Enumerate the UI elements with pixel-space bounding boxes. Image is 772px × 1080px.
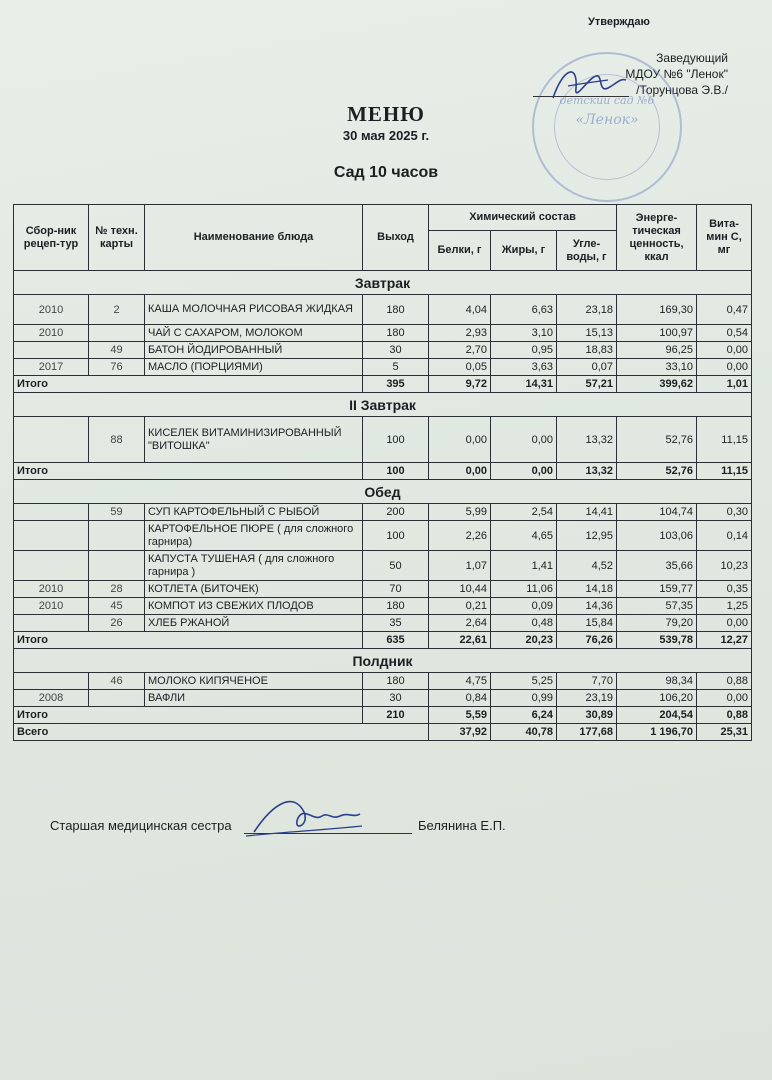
- cell-carb: 15,84: [557, 615, 617, 632]
- cell-dish-name: КАША МОЛОЧНАЯ РИСОВАЯ ЖИДКАЯ: [145, 295, 363, 325]
- subtotal-label: Итого: [14, 376, 363, 393]
- cell-collection: 2010: [14, 295, 89, 325]
- grand-total-protein: 37,92: [429, 724, 491, 741]
- subtotal-carb: 13,32: [557, 463, 617, 480]
- cell-fat: 0,99: [491, 690, 557, 707]
- subtotal-label: Итого: [14, 707, 363, 724]
- table-row: [14, 417, 752, 463]
- cell-vitamin: 11,15: [697, 417, 752, 463]
- cell-card: 76: [89, 359, 145, 376]
- cell-vitamin: 0,30: [697, 504, 752, 521]
- cell-protein: 4,04: [429, 295, 491, 325]
- cell-protein: 2,93: [429, 325, 491, 342]
- cell-energy: 79,20: [617, 615, 697, 632]
- subtotal-energy: 539,78: [617, 632, 697, 649]
- cell-fat: 0,48: [491, 615, 557, 632]
- cell-card: [89, 690, 145, 707]
- cell-fat: 6,63: [491, 295, 557, 325]
- menu-subtitle: Сад 10 часов: [333, 164, 439, 181]
- cell-vitamin: 0,14: [697, 521, 752, 551]
- cell-collection: 2010: [14, 325, 89, 342]
- subtotal-vitamin: 1,01: [697, 376, 752, 393]
- table-row: [14, 690, 752, 707]
- table-row: [14, 342, 752, 359]
- cell-carb: 12,95: [557, 521, 617, 551]
- menu-table-body: [14, 271, 752, 741]
- cell-protein: 4,75: [429, 673, 491, 690]
- cell-dish-name: КОТЛЕТА (БИТОЧЕК): [145, 581, 363, 598]
- cell-protein: 1,07: [429, 551, 491, 581]
- cell-card: 2: [89, 295, 145, 325]
- col-header-protein: Белки, г: [429, 231, 491, 271]
- cell-collection: [14, 673, 89, 690]
- cell-dish-name: БАТОН ЙОДИРОВАННЫЙ: [145, 342, 363, 359]
- cell-dish-name: ХЛЕБ РЖАНОЙ: [145, 615, 363, 632]
- footer-role: Старшая медицинская сестра: [50, 818, 232, 833]
- subtotal-fat: 0,00: [491, 463, 557, 480]
- subtotal-protein: 9,72: [429, 376, 491, 393]
- cell-yield: 70: [363, 581, 429, 598]
- cell-card: 46: [89, 673, 145, 690]
- subtotal-energy: 204,54: [617, 707, 697, 724]
- cell-fat: 4,65: [491, 521, 557, 551]
- cell-dish-name: СУП КАРТОФЕЛЬНЫЙ С РЫБОЙ: [145, 504, 363, 521]
- cell-carb: 0,07: [557, 359, 617, 376]
- cell-carb: 18,83: [557, 342, 617, 359]
- cell-carb: 14,18: [557, 581, 617, 598]
- grand-total-label: Всего: [14, 724, 429, 741]
- subtotal-yield: 635: [363, 632, 429, 649]
- table-row: [14, 295, 752, 325]
- cell-energy: 33,10: [617, 359, 697, 376]
- cell-vitamin: 0,47: [697, 295, 752, 325]
- cell-yield: 100: [363, 417, 429, 463]
- cell-dish-name: ВАФЛИ: [145, 690, 363, 707]
- cell-collection: [14, 342, 89, 359]
- subtotal-row: [14, 463, 752, 480]
- cell-vitamin: 0,35: [697, 581, 752, 598]
- approver-org: МДОУ №6 "Ленок": [625, 67, 728, 81]
- cell-carb: 23,18: [557, 295, 617, 325]
- table-row: [14, 521, 752, 551]
- cell-yield: 180: [363, 295, 429, 325]
- subtotal-yield: 210: [363, 707, 429, 724]
- approve-label: Утверждаю: [588, 16, 650, 28]
- subtotal-vitamin: 12,27: [697, 632, 752, 649]
- cell-collection: [14, 417, 89, 463]
- cell-vitamin: 0,54: [697, 325, 752, 342]
- cell-carb: 23,19: [557, 690, 617, 707]
- cell-yield: 5: [363, 359, 429, 376]
- subtotal-row: [14, 707, 752, 724]
- subtotal-fat: 14,31: [491, 376, 557, 393]
- subtotal-yield: 395: [363, 376, 429, 393]
- cell-fat: 1,41: [491, 551, 557, 581]
- table-row: [14, 581, 752, 598]
- cell-energy: 96,25: [617, 342, 697, 359]
- cell-vitamin: 0,88: [697, 673, 752, 690]
- cell-dish-name: КИСЕЛЕК ВИТАМИНИЗИРОВАННЫЙ "ВИТОШКА": [145, 417, 363, 463]
- cell-protein: 10,44: [429, 581, 491, 598]
- approver-signature: [548, 58, 628, 108]
- cell-dish-name: МАСЛО (ПОРЦИЯМИ): [145, 359, 363, 376]
- section-title: Завтрак: [14, 271, 752, 295]
- table-row: [14, 504, 752, 521]
- subtotal-label: Итого: [14, 632, 363, 649]
- cell-card: 28: [89, 581, 145, 598]
- section-header-row: [14, 649, 752, 673]
- col-header-collection: Сбор-ник рецеп-тур: [14, 205, 89, 271]
- table-row: [14, 551, 752, 581]
- section-header-row: [14, 271, 752, 295]
- cell-energy: 57,35: [617, 598, 697, 615]
- cell-dish-name: МОЛОКО КИПЯЧЕНОЕ: [145, 673, 363, 690]
- cell-protein: 2,26: [429, 521, 491, 551]
- subtotal-label: Итого: [14, 463, 363, 480]
- section-title: Полдник: [14, 649, 752, 673]
- col-header-energy: Энерге-тическая ценность, ккал: [617, 205, 697, 271]
- cell-carb: 13,32: [557, 417, 617, 463]
- subtotal-protein: 0,00: [429, 463, 491, 480]
- cell-carb: 14,36: [557, 598, 617, 615]
- cell-dish-name: КАПУСТА ТУШЕНАЯ ( для сложного гарнира ): [145, 551, 363, 581]
- cell-carb: 7,70: [557, 673, 617, 690]
- grand-total-fat: 40,78: [491, 724, 557, 741]
- subtotal-carb: 30,89: [557, 707, 617, 724]
- grand-total-carb: 177,68: [557, 724, 617, 741]
- cell-protein: 0,00: [429, 417, 491, 463]
- col-header-fat: Жиры, г: [491, 231, 557, 271]
- cell-energy: 169,30: [617, 295, 697, 325]
- grand-total-vitamin: 25,31: [697, 724, 752, 741]
- cell-protein: 2,64: [429, 615, 491, 632]
- cell-card: [89, 521, 145, 551]
- cell-yield: 30: [363, 690, 429, 707]
- subtotal-energy: 52,76: [617, 463, 697, 480]
- cell-card: 59: [89, 504, 145, 521]
- cell-vitamin: 1,25: [697, 598, 752, 615]
- table-row: [14, 673, 752, 690]
- cell-energy: 100,97: [617, 325, 697, 342]
- col-header-yield: Выход: [363, 205, 429, 271]
- cell-collection: 2010: [14, 598, 89, 615]
- cell-collection: [14, 615, 89, 632]
- cell-yield: 50: [363, 551, 429, 581]
- page-title: МЕНЮ: [347, 102, 425, 126]
- menu-date: 30 мая 2025 г.: [342, 128, 430, 143]
- section-title: II Завтрак: [14, 393, 752, 417]
- cell-vitamin: 0,00: [697, 359, 752, 376]
- col-header-name: Наименование блюда: [145, 205, 363, 271]
- subtotal-energy: 399,62: [617, 376, 697, 393]
- subtotal-vitamin: 11,15: [697, 463, 752, 480]
- cell-collection: 2008: [14, 690, 89, 707]
- cell-protein: 0,05: [429, 359, 491, 376]
- cell-collection: [14, 551, 89, 581]
- cell-fat: 3,63: [491, 359, 557, 376]
- cell-yield: 30: [363, 342, 429, 359]
- cell-card: 26: [89, 615, 145, 632]
- cell-dish-name: КОМПОТ ИЗ СВЕЖИХ ПЛОДОВ: [145, 598, 363, 615]
- approver-name: /Торунцова Э.В./: [636, 83, 728, 97]
- subtotal-protein: 5,59: [429, 707, 491, 724]
- col-header-carb: Угле-воды, г: [557, 231, 617, 271]
- cell-yield: 35: [363, 615, 429, 632]
- cell-energy: 103,06: [617, 521, 697, 551]
- stamp-text-line2: «Ленок»: [575, 112, 639, 128]
- cell-protein: 0,84: [429, 690, 491, 707]
- subtotal-row: [14, 376, 752, 393]
- cell-yield: 200: [363, 504, 429, 521]
- cell-protein: 0,21: [429, 598, 491, 615]
- cell-fat: 0,95: [491, 342, 557, 359]
- grand-total-row: [14, 724, 752, 741]
- cell-yield: 180: [363, 673, 429, 690]
- table-row: [14, 359, 752, 376]
- cell-fat: 5,25: [491, 673, 557, 690]
- grand-total-energy: 1 196,70: [617, 724, 697, 741]
- cell-card: 88: [89, 417, 145, 463]
- cell-card: [89, 325, 145, 342]
- col-header-vitamin: Вита-мин С, мг: [697, 205, 752, 271]
- cell-carb: 15,13: [557, 325, 617, 342]
- section-header-row: [14, 480, 752, 504]
- section-title: Обед: [14, 480, 752, 504]
- cell-energy: 106,20: [617, 690, 697, 707]
- cell-collection: 2017: [14, 359, 89, 376]
- section-header-row: [14, 393, 752, 417]
- subtotal-vitamin: 0,88: [697, 707, 752, 724]
- cell-energy: 104,74: [617, 504, 697, 521]
- subtotal-carb: 76,26: [557, 632, 617, 649]
- cell-yield: 100: [363, 521, 429, 551]
- cell-collection: [14, 504, 89, 521]
- cell-card: 49: [89, 342, 145, 359]
- footer-name: Белянина Е.П.: [418, 818, 506, 833]
- subtotal-carb: 57,21: [557, 376, 617, 393]
- table-row: [14, 615, 752, 632]
- cell-energy: 52,76: [617, 417, 697, 463]
- cell-fat: 2,54: [491, 504, 557, 521]
- cell-protein: 5,99: [429, 504, 491, 521]
- cell-protein: 2,70: [429, 342, 491, 359]
- col-header-chem: Химический состав: [429, 205, 617, 231]
- table-row: [14, 325, 752, 342]
- subtotal-fat: 6,24: [491, 707, 557, 724]
- cell-vitamin: 0,00: [697, 342, 752, 359]
- stamp-text-line1: детский сад №6: [559, 94, 655, 107]
- nurse-signature: [244, 792, 364, 840]
- cell-dish-name: КАРТОФЕЛЬНОЕ ПЮРЕ ( для сложного гарнира): [145, 521, 363, 551]
- cell-carb: 14,41: [557, 504, 617, 521]
- subtotal-yield: 100: [363, 463, 429, 480]
- cell-energy: 98,34: [617, 673, 697, 690]
- subtotal-row: [14, 632, 752, 649]
- cell-carb: 4,52: [557, 551, 617, 581]
- cell-yield: 180: [363, 325, 429, 342]
- approver-position: Заведующий: [656, 51, 728, 65]
- cell-collection: 2010: [14, 581, 89, 598]
- cell-collection: [14, 521, 89, 551]
- subtotal-protein: 22,61: [429, 632, 491, 649]
- cell-fat: 11,06: [491, 581, 557, 598]
- cell-vitamin: 0,00: [697, 615, 752, 632]
- cell-energy: 35,66: [617, 551, 697, 581]
- subtotal-fat: 20,23: [491, 632, 557, 649]
- table-row: [14, 598, 752, 615]
- menu-table: [13, 204, 752, 741]
- cell-fat: 0,00: [491, 417, 557, 463]
- cell-yield: 180: [363, 598, 429, 615]
- cell-energy: 159,77: [617, 581, 697, 598]
- cell-fat: 3,10: [491, 325, 557, 342]
- cell-dish-name: ЧАЙ С САХАРОМ, МОЛОКОМ: [145, 325, 363, 342]
- cell-vitamin: 0,00: [697, 690, 752, 707]
- cell-card: 45: [89, 598, 145, 615]
- cell-fat: 0,09: [491, 598, 557, 615]
- cell-card: [89, 551, 145, 581]
- col-header-card: № техн. карты: [89, 205, 145, 271]
- cell-vitamin: 10,23: [697, 551, 752, 581]
